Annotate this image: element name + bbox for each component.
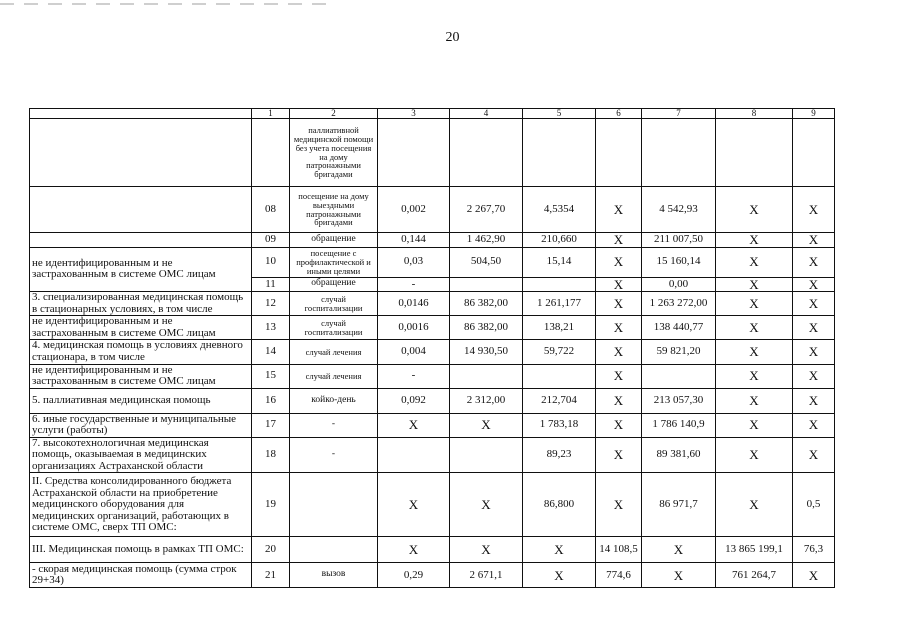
row-unit: посещение на дому выездными патронажными бригадами xyxy=(290,187,378,233)
row-code: 16 xyxy=(252,388,290,413)
row-unit: - xyxy=(290,413,378,437)
cell-c5: 89,23 xyxy=(523,437,596,473)
cell-c6: X xyxy=(596,316,642,340)
cell-c9 xyxy=(793,119,835,187)
header-cell: 6 xyxy=(596,109,642,119)
cell-c6: X xyxy=(596,277,642,292)
row-code: 15 xyxy=(252,364,290,388)
row-unit: вызов xyxy=(290,563,378,588)
cell-c8: X xyxy=(716,292,793,316)
row-unit: случай лечения xyxy=(290,364,378,388)
cell-c3: 0,092 xyxy=(378,388,450,413)
row-unit: - xyxy=(290,437,378,473)
cell-c7: X xyxy=(642,563,716,588)
cell-c5: X xyxy=(523,563,596,588)
row-name: не идентифицированным и не застрахованным в системе ОМС лицам xyxy=(30,364,252,388)
cell-c7: 138 440,77 xyxy=(642,316,716,340)
cell-c9: X xyxy=(793,316,835,340)
cell-c3 xyxy=(378,119,450,187)
header-cell: 1 xyxy=(252,109,290,119)
cell-c5 xyxy=(523,277,596,292)
scan-artifact xyxy=(0,3,330,5)
row-name: III. Медицинская помощь в рамках ТП ОМС: xyxy=(30,537,252,563)
cell-c8: 761 264,7 xyxy=(716,563,793,588)
row-code: 19 xyxy=(252,473,290,537)
cell-c6: X xyxy=(596,473,642,537)
cell-c8: X xyxy=(716,437,793,473)
header-cell: 7 xyxy=(642,109,716,119)
row-name: 6. иные государственные и муниципальные услуги (работы) xyxy=(30,413,252,437)
header-cell: 4 xyxy=(450,109,523,119)
cell-c3 xyxy=(378,437,450,473)
row-code: 12 xyxy=(252,292,290,316)
row-name: 4. медицинская помощь в условиях дневного стационара, в том числе xyxy=(30,340,252,364)
budget-table xyxy=(29,108,835,588)
cell-c3: X xyxy=(378,537,450,563)
cell-c6: X xyxy=(596,413,642,437)
header-row xyxy=(30,109,835,119)
cell-c5: 210,660 xyxy=(523,233,596,248)
row-unit xyxy=(290,473,378,537)
table-row xyxy=(30,364,835,388)
cell-c7: 89 381,60 xyxy=(642,437,716,473)
cell-c6: X xyxy=(596,388,642,413)
cell-c9: X xyxy=(793,277,835,292)
page-number: 20 xyxy=(445,30,460,45)
cell-c4: 14 930,50 xyxy=(450,340,523,364)
cell-c5: 138,21 xyxy=(523,316,596,340)
header-cell: 9 xyxy=(793,109,835,119)
cell-c4: 86 382,00 xyxy=(450,316,523,340)
cell-c8: X xyxy=(716,473,793,537)
cell-c7: 211 007,50 xyxy=(642,233,716,248)
row-name xyxy=(30,187,252,233)
row-name: 3. специализированная медицинская помощь в стационарных условиях, в том числе xyxy=(30,292,252,316)
cell-c8: X xyxy=(716,277,793,292)
cell-c4 xyxy=(450,277,523,292)
row-name: II. Средства консолидированного бюджета Астраханской области на приобретение медицинского оборудования для медицинских организаций, работающих в системе ОМС, сверх ТП ОМС: xyxy=(30,473,252,537)
cell-c4: 2 671,1 xyxy=(450,563,523,588)
cell-c9: X xyxy=(793,247,835,277)
cell-c4 xyxy=(450,437,523,473)
row-code: 10 xyxy=(252,247,290,277)
cell-c3: 0,03 xyxy=(378,247,450,277)
cell-c6: X xyxy=(596,340,642,364)
table-row xyxy=(30,563,835,588)
row-unit xyxy=(290,537,378,563)
cell-c9: X xyxy=(793,563,835,588)
cell-c9: X xyxy=(793,340,835,364)
cell-c7: 1 263 272,00 xyxy=(642,292,716,316)
header-cell: 8 xyxy=(716,109,793,119)
cell-c9: X xyxy=(793,413,835,437)
row-unit: посещение с профилактической и иными целями xyxy=(290,247,378,277)
cell-c7: X xyxy=(642,537,716,563)
cell-c6: X xyxy=(596,437,642,473)
cell-c9: X xyxy=(793,388,835,413)
cell-c3: X xyxy=(378,473,450,537)
header-cell: 2 xyxy=(290,109,378,119)
row-code: 14 xyxy=(252,340,290,364)
row-code: 18 xyxy=(252,437,290,473)
table-row xyxy=(30,187,835,233)
row-name: 7. высокотехнологичная медицинская помощь, оказываемая в медицинских организациях Астраханской области xyxy=(30,437,252,473)
row-name xyxy=(30,233,252,248)
cell-c6: X xyxy=(596,292,642,316)
row-name xyxy=(30,119,252,187)
row-name: не идентифицированным и не застрахованным в системе ОМС лицам xyxy=(30,316,252,340)
row-code: 11 xyxy=(252,277,290,292)
header-cell: 3 xyxy=(378,109,450,119)
cell-c4 xyxy=(450,364,523,388)
cell-c5: 15,14 xyxy=(523,247,596,277)
cell-c8: 13 865 199,1 xyxy=(716,537,793,563)
row-code: 21 xyxy=(252,563,290,588)
cell-c6 xyxy=(596,119,642,187)
cell-c9: X xyxy=(793,187,835,233)
cell-c5: 86,800 xyxy=(523,473,596,537)
cell-c9: X xyxy=(793,437,835,473)
cell-c8: X xyxy=(716,340,793,364)
cell-c3: 0,0146 xyxy=(378,292,450,316)
table-row xyxy=(30,537,835,563)
row-code: 13 xyxy=(252,316,290,340)
cell-c4: 86 382,00 xyxy=(450,292,523,316)
cell-c5: 59,722 xyxy=(523,340,596,364)
row-unit: обращение xyxy=(290,277,378,292)
table-row xyxy=(30,233,835,248)
table-row xyxy=(30,340,835,364)
table-row xyxy=(30,119,835,187)
cell-c7: 4 542,93 xyxy=(642,187,716,233)
cell-c8: X xyxy=(716,187,793,233)
table-row xyxy=(30,437,835,473)
cell-c4: 2 267,70 xyxy=(450,187,523,233)
table-row xyxy=(30,473,835,537)
cell-c6: 774,6 xyxy=(596,563,642,588)
cell-c6: X xyxy=(596,364,642,388)
table-row xyxy=(30,388,835,413)
row-name: 5. паллиативная медицинская помощь xyxy=(30,388,252,413)
row-unit: койко-день xyxy=(290,388,378,413)
cell-c9: X xyxy=(793,233,835,248)
cell-c5: X xyxy=(523,537,596,563)
header-blank-cell xyxy=(30,109,252,119)
cell-c7: 86 971,7 xyxy=(642,473,716,537)
row-code: 17 xyxy=(252,413,290,437)
row-unit: случай госпитализации xyxy=(290,316,378,340)
cell-c7: 0,00 xyxy=(642,277,716,292)
cell-c6: X xyxy=(596,247,642,277)
cell-c9: X xyxy=(793,292,835,316)
cell-c4: 1 462,90 xyxy=(450,233,523,248)
row-name: - скорая медицинская помощь (сумма строк 29+34) xyxy=(30,563,252,588)
cell-c5 xyxy=(523,119,596,187)
table-row xyxy=(30,292,835,316)
cell-c5 xyxy=(523,364,596,388)
cell-c8: X xyxy=(716,413,793,437)
cell-c9: 76,3 xyxy=(793,537,835,563)
cell-c8: X xyxy=(716,233,793,248)
cell-c5: 1 783,18 xyxy=(523,413,596,437)
cell-c4: 2 312,00 xyxy=(450,388,523,413)
row-code: 09 xyxy=(252,233,290,248)
cell-c7 xyxy=(642,364,716,388)
cell-c8: X xyxy=(716,247,793,277)
row-code: 20 xyxy=(252,537,290,563)
table-row xyxy=(30,413,835,437)
cell-c7: 213 057,30 xyxy=(642,388,716,413)
cell-c9: 0,5 xyxy=(793,473,835,537)
cell-c3: 0,0016 xyxy=(378,316,450,340)
header-cell: 5 xyxy=(523,109,596,119)
row-name: не идентифицированным и не застрахованным в системе ОМС лицам xyxy=(30,247,252,292)
cell-c7 xyxy=(642,119,716,187)
cell-c4: X xyxy=(450,413,523,437)
cell-c7: 59 821,20 xyxy=(642,340,716,364)
cell-c6: X xyxy=(596,187,642,233)
cell-c3: 0,002 xyxy=(378,187,450,233)
cell-c4 xyxy=(450,119,523,187)
cell-c5: 1 261,177 xyxy=(523,292,596,316)
cell-c8: X xyxy=(716,316,793,340)
cell-c4: X xyxy=(450,537,523,563)
row-unit: обращение xyxy=(290,233,378,248)
cell-c5: 4,5354 xyxy=(523,187,596,233)
cell-c3: 0,004 xyxy=(378,340,450,364)
row-unit: паллиативной медицинской помощи без учета посещения на дому патронажными бригадами xyxy=(290,119,378,187)
cell-c5: 212,704 xyxy=(523,388,596,413)
cell-c8 xyxy=(716,119,793,187)
cell-c8: X xyxy=(716,388,793,413)
row-unit: случай лечения xyxy=(290,340,378,364)
cell-c7: 15 160,14 xyxy=(642,247,716,277)
cell-c4: 504,50 xyxy=(450,247,523,277)
cell-c6: X xyxy=(596,233,642,248)
row-code xyxy=(252,119,290,187)
cell-c8: X xyxy=(716,364,793,388)
cell-c3: 0,144 xyxy=(378,233,450,248)
cell-c3: - xyxy=(378,364,450,388)
table-body xyxy=(30,109,835,588)
cell-c3: - xyxy=(378,277,450,292)
table-row xyxy=(30,247,835,277)
cell-c3: X xyxy=(378,413,450,437)
table-row xyxy=(30,316,835,340)
cell-c7: 1 786 140,9 xyxy=(642,413,716,437)
cell-c4: X xyxy=(450,473,523,537)
row-unit: случай госпитализации xyxy=(290,292,378,316)
cell-c6: 14 108,5 xyxy=(596,537,642,563)
cell-c3: 0,29 xyxy=(378,563,450,588)
row-code: 08 xyxy=(252,187,290,233)
cell-c9: X xyxy=(793,364,835,388)
